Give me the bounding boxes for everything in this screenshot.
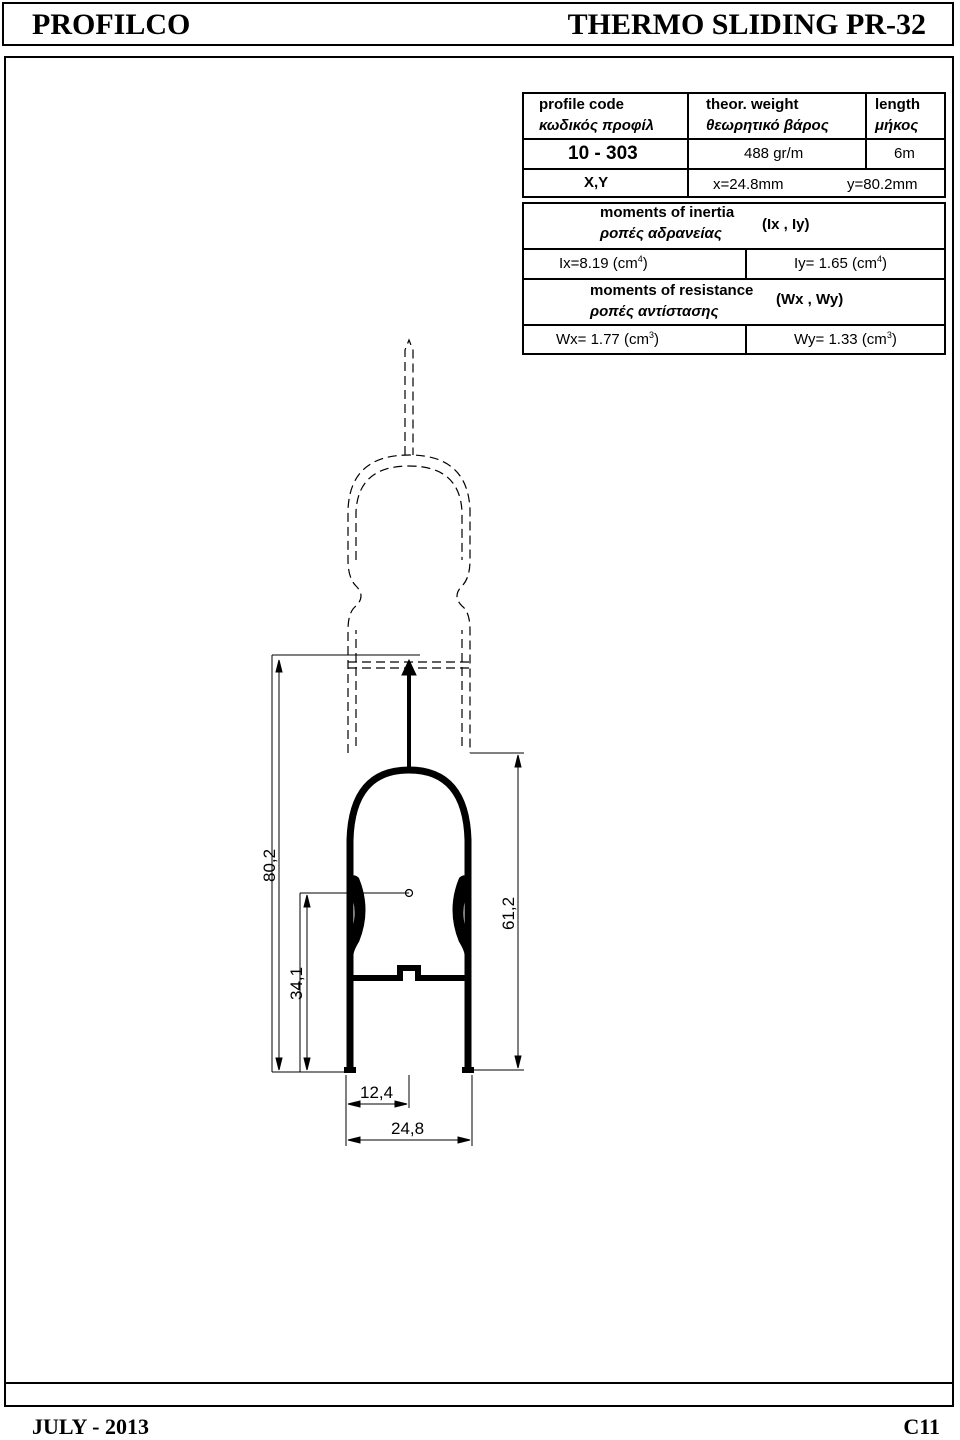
dimension-lines [272,655,524,1146]
page-number: C11 [903,1414,940,1439]
length-value: 6m [894,145,915,162]
profile-crossbar [350,968,468,978]
wx-value: Wx= 1.77 $(cm^3)$ [556,330,659,348]
wy-value: Wy= 1.33 $(cm^3)$ [794,330,897,348]
profile-body [350,770,468,1070]
weight-label-gr: θεωρητικό βάρος [706,117,829,134]
body-height-label: 61,2 [499,896,518,930]
solid-profile [344,660,474,1070]
y-value: y=80.2mm [847,176,918,193]
mid-height-label: 34,1 [287,966,306,1000]
ix-value: Ix=8.19 $(cm^4)$ [559,254,648,272]
dimension-labels [260,849,518,1138]
weight-label-en: theor. weight [706,96,799,113]
code-label-en: profile code [539,96,625,113]
ghost-stem [405,340,413,455]
brand-name: PROFILCO [32,8,191,41]
inertia-label-gr: ροπές αδρανείας [600,225,722,242]
total-height-label: 80,2 [260,848,279,882]
xy-label: X,Y [584,174,609,191]
weight-value: 488 gr/m [744,145,804,162]
x-value: x=24.8mm [713,176,784,193]
half-width-label: 12,4 [360,1083,394,1102]
code-value: 10 - 303 [568,143,638,164]
code-label-gr: κωδικός προφίλ [539,117,654,134]
inertia-symbol: (Ix , Iy) [762,216,810,233]
resistance-label-gr: ροπές αντίστασης [590,303,719,320]
full-width-label: 24,8 [391,1119,425,1138]
resistance-label-en: moments of resistance [590,282,754,299]
footer-date: JULY - 2013 [32,1414,149,1439]
resistance-symbol: (Wx , Wy) [776,291,844,308]
inertia-label-en: moments of inertia [600,204,735,221]
iy-value: Iy= 1.65 $(cm^4)$ [794,254,887,272]
length-label-gr: μήκος [875,117,919,134]
length-label-en: length [875,96,920,113]
profile-title: THERMO SLIDING PR-32 [567,8,926,41]
